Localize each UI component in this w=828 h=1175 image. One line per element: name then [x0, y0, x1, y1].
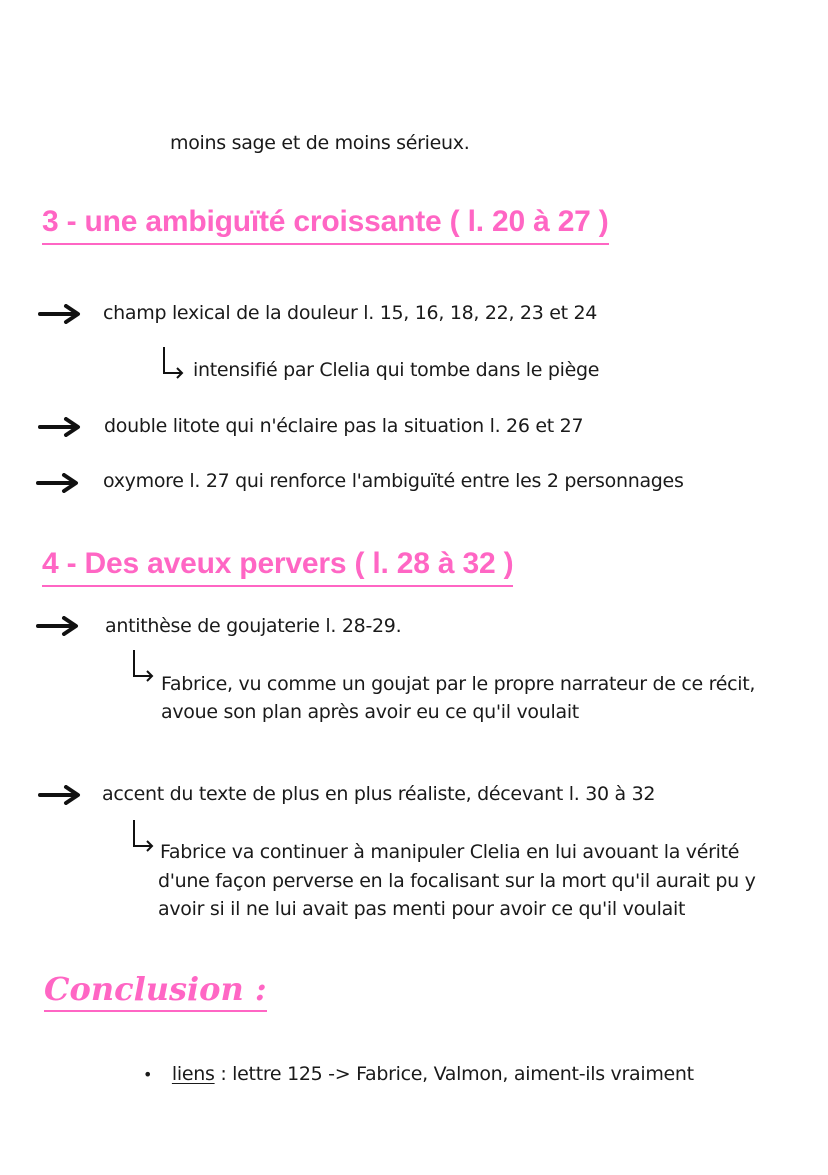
heading-underline [44, 1010, 267, 1012]
section-4-heading [42, 547, 513, 581]
bullet-item-text: champ lexical de la douleur l. 15, 16, 18, 22, 23 et 24 [103, 302, 598, 324]
section-4-heading-text: 4 - Des aveux pervers ( l. 28 à 32 ) [42, 547, 514, 580]
right-arrow-icon [38, 417, 82, 437]
heading-underline [42, 243, 609, 245]
sub-item-text: Fabrice, vu comme un goujat par le propre narrateur de ce récit, [161, 673, 756, 695]
section-3-heading-text: 3 - une ambiguïté croissante ( l. 20 à 27 ) [42, 205, 609, 238]
sub-item-text: intensifié par Clelia qui tombe dans le piège [193, 359, 600, 381]
sub-item-text: d'une façon perverse en la focalisant sur la mort qu'il aurait pu y [158, 870, 756, 892]
sub-item-text: avoir si il ne lui avait pas menti pour avoir ce qu'il voulait [158, 898, 686, 920]
right-arrow-icon [36, 473, 80, 493]
right-arrow-icon [38, 785, 82, 805]
intro-line: moins sage et de moins sérieux. [170, 132, 470, 154]
sub-item-text: avoue son plan après avoir eu ce qu'il voulait [161, 701, 579, 723]
sub-item-text: Fabrice va continuer à manipuler Clelia en lui avouant la vérité [160, 841, 740, 863]
bullet-item-text: oxymore l. 27 qui renforce l'ambiguïté entre les 2 personnages [103, 470, 684, 492]
heading-underline [42, 585, 513, 587]
right-arrow-icon [36, 616, 80, 636]
conclusion-heading [44, 970, 267, 1008]
corner-down-right-icon [130, 818, 156, 854]
corner-down-right-icon [130, 648, 156, 684]
bullet-item-text: antithèse de goujaterie l. 28-29. [105, 615, 402, 637]
conclusion-heading-text: Conclusion : [44, 970, 267, 1008]
bullet-dot-icon: • [143, 1065, 153, 1084]
section-3-heading [42, 205, 609, 239]
right-arrow-icon [38, 304, 82, 324]
corner-down-right-icon [160, 345, 186, 381]
bullet-text: : lettre 125 -> Fabrice, Valmon, aiment-ils vraiment [214, 1063, 694, 1085]
bullet-item-text: double litote qui n'éclaire pas la situation l. 26 et 27 [104, 415, 584, 437]
bullet-label: liens [171, 1063, 215, 1085]
bullet-item-text: accent du texte de plus en plus réaliste, décevant l. 30 à 32 [102, 783, 656, 805]
conclusion-bullet [143, 1063, 694, 1085]
